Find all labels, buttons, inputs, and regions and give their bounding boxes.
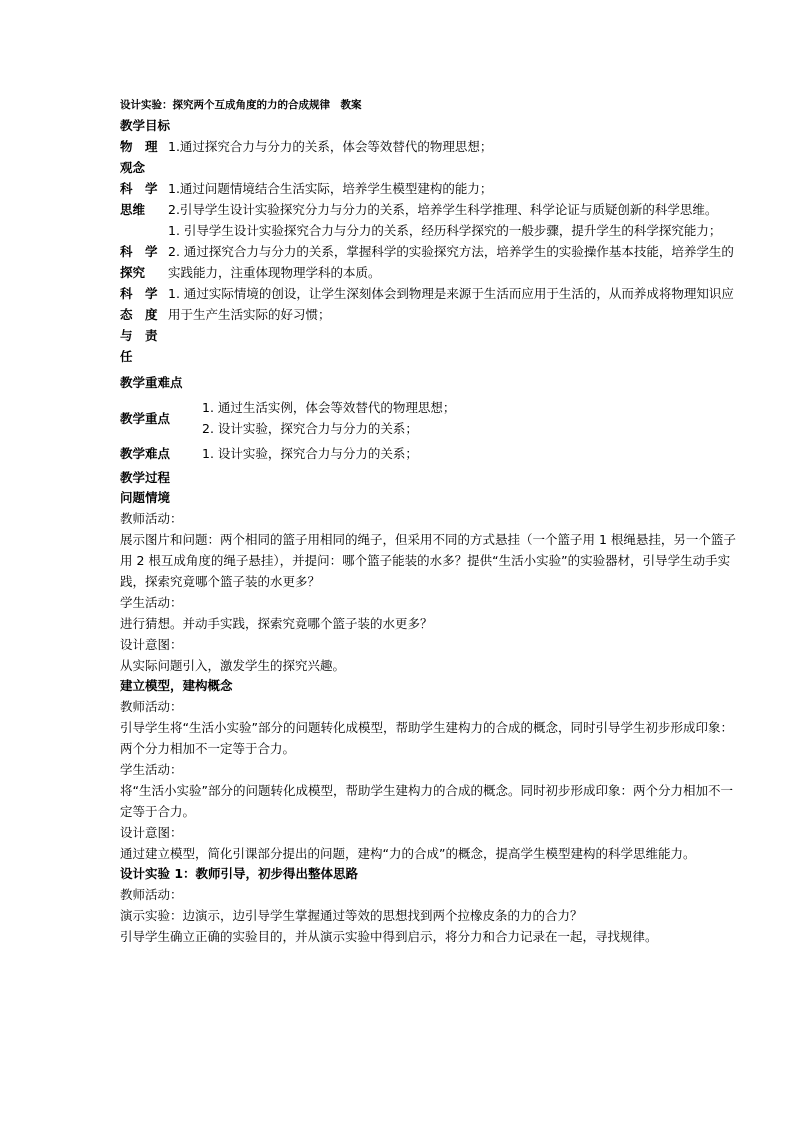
objective-label (120, 136, 168, 178)
section-paragraph: 教师活动： (120, 887, 183, 902)
section-heading: 建立模型，建构概念 (120, 678, 233, 693)
objective-row (120, 136, 740, 178)
objective-label (120, 178, 168, 220)
objective-label-line: 科 学 (120, 244, 158, 259)
objective-label-line: 态 度 (120, 307, 158, 322)
objective-content (168, 178, 740, 220)
section-paragraph: 展示图片和问题：两个相同的篮子用相同的绳子，但采用不同的方式悬挂（一个篮子用 1 根绳悬挂，另一个篮子用 2 根互成角度的绳子悬挂），并提问：哪个篮子能装的水多？提供“生活小实验”的实验器材，引导学生动手实践，探索究竟哪个篮子装的水更多？ (120, 532, 736, 589)
keypoint-content (202, 397, 740, 439)
keypoint-item: 1. 通过生活实例，体会等效替代的物理思想； (202, 400, 456, 415)
objective-label-line: 物 理 (120, 139, 158, 154)
keypoint-label: 教学难点 (120, 446, 171, 461)
objective-item: 1.通过问题情境结合生活实际，培养学生模型建构的能力； (168, 181, 493, 196)
objective-label-line: 探究 (120, 265, 146, 280)
keypoint-content (202, 443, 740, 464)
keypoints-heading: 教学重难点 (120, 375, 183, 390)
objective-row (120, 283, 740, 367)
section-heading: 设计实验 1：教师引导，初步得出整体思路 (120, 866, 359, 881)
keypoint-item: 2. 设计实验，探究合力与分力的关系； (202, 421, 418, 436)
section-paragraph: 引导学生将“生活小实验”部分的问题转化成模型，帮助学生建构力的合成的概念，同时引导学生初步形成印象：两个分力相加不一定等于合力。 (120, 720, 733, 756)
objective-label-line: 观念 (120, 160, 146, 175)
section-paragraph: 进行猜想。并动手实践，探索究竟哪个篮子装的水更多？ (120, 616, 433, 631)
objective-label-line: 任 (120, 349, 133, 364)
section-paragraph: 教师活动： (120, 511, 183, 526)
objective-label (120, 220, 168, 283)
section-paragraph: 学生活动： (120, 595, 183, 610)
section-paragraph: 引导学生确立正确的实验目的，并从演示实验中得到启示，将分力和合力记录在一起，寻找规律。 (120, 929, 658, 944)
objective-content (168, 283, 740, 367)
process-heading: 教学过程 (120, 470, 171, 485)
keypoint-item: 1. 设计实验，探究合力与分力的关系； (202, 446, 418, 461)
keypoint-row (120, 397, 740, 439)
section-paragraph: 设计意图： (120, 825, 183, 840)
process-body (120, 488, 740, 947)
keypoints-table (120, 397, 740, 464)
objective-item: 2.引导学生设计实验探究分力与分力的关系，培养学生科学推理、科学论证与质疑创新的科学思维。 (168, 202, 718, 217)
objective-item: 2. 通过探究合力与分力的关系，掌握科学的实验探究方法，培养学生的实验操作基本技能，培养学生的实践能力，注重体现物理学科的本质。 (168, 244, 734, 280)
objective-label-line: 与 责 (120, 328, 158, 343)
keypoint-label: 教学重点 (120, 410, 171, 426)
section-paragraph: 演示实验：边演示，边引导学生掌握通过等效的思想找到两个拉橡皮条的力的合力？ (120, 908, 583, 923)
objective-item: 1.通过探究合力与分力的关系，体会等效替代的物理思想； (168, 139, 493, 154)
objective-label-line: 科 学 (120, 181, 158, 196)
section-heading: 问题情境 (120, 490, 171, 505)
objective-label-line (120, 220, 168, 241)
document-title: 设计实验：探究两个互成角度的力的合成规律 教案 (120, 99, 362, 111)
objective-row (120, 220, 740, 283)
section-paragraph: 学生活动： (120, 762, 183, 777)
objective-item: 1. 引导学生设计实验探究合力与分力的关系，经历科学探究的一般步骤，提升学生的科学探究能力； (168, 223, 722, 238)
keypoint-row (120, 443, 740, 464)
objective-label-line: 思维 (120, 202, 146, 217)
section-paragraph: 教师活动： (120, 699, 183, 714)
objective-content (168, 136, 740, 178)
section-paragraph: 从实际问题引入，激发学生的探究兴趣。 (120, 658, 346, 673)
objective-item: 1. 通过实际情境的创设，让学生深刻体会到物理是来源于生活而应用于生活的，从而养成将物理知识应用于生产生活实际的好习惯； (168, 286, 734, 322)
section-paragraph: 将“生活小实验”部分的问题转化成模型，帮助学生建构力的合成的概念。同时初步形成印象：两个分力相加不一定等于合力。 (120, 783, 733, 819)
objective-label-line: 科 学 (120, 286, 158, 301)
section-paragraph: 通过建立模型，简化引课部分提出的问题，建构“力的合成”的概念，提高学生模型建构的科学思维能力。 (120, 846, 696, 861)
document-page (120, 98, 740, 947)
objectives-heading: 教学目标 (120, 118, 171, 133)
objectives-table (120, 136, 740, 367)
objective-row (120, 178, 740, 220)
section-paragraph: 设计意图： (120, 637, 183, 652)
objective-label (120, 283, 168, 367)
objective-content (168, 220, 740, 283)
